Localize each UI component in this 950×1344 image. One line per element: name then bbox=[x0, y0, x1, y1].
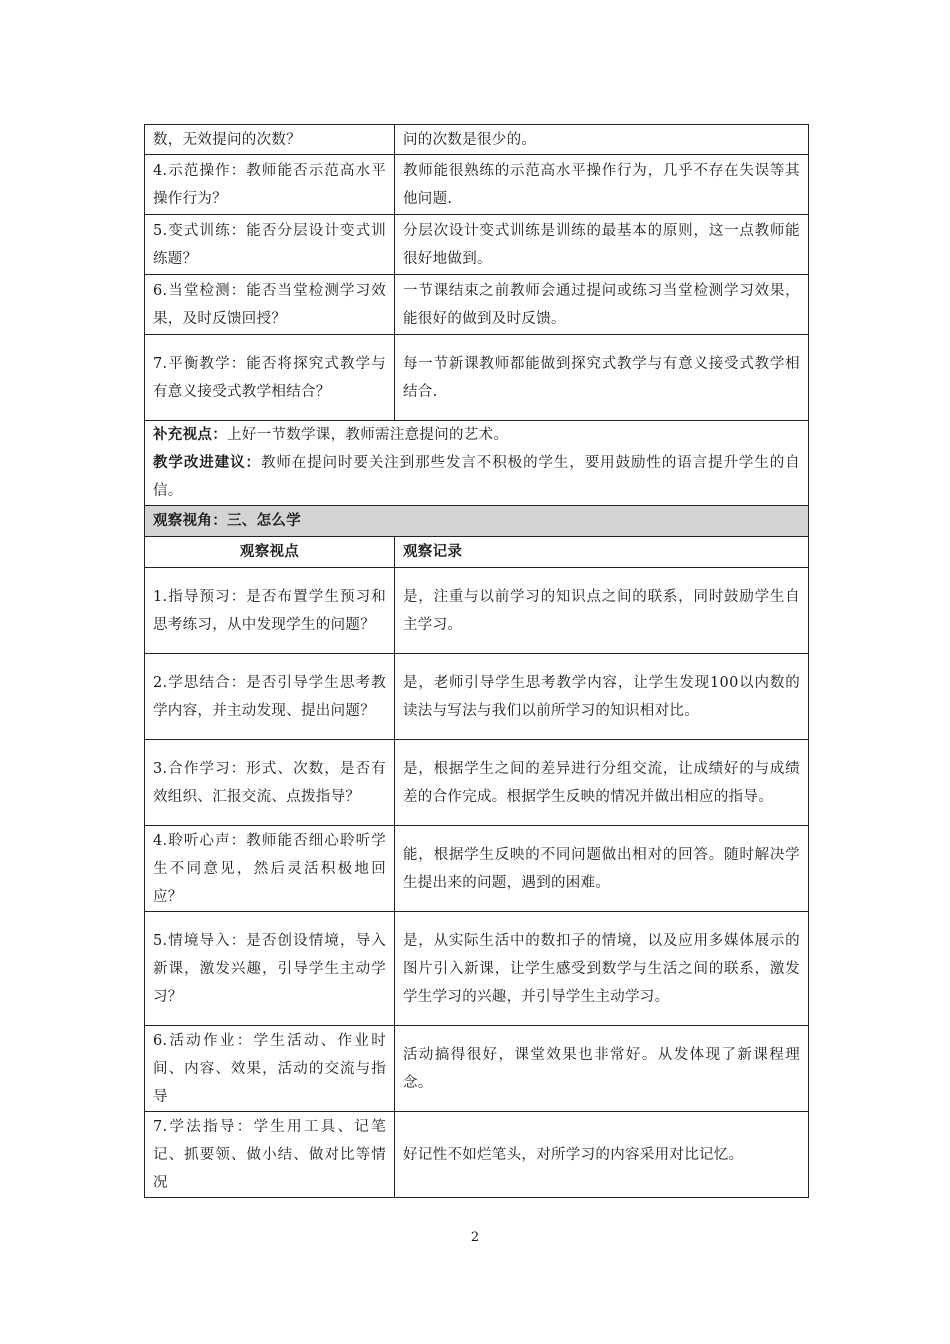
record-cell: 教师能很熟练的示范高水平操作行为，几乎不存在失误等其他问题. bbox=[395, 155, 809, 215]
suggestion-label: 教学改进建议： bbox=[153, 454, 261, 471]
column-header-row bbox=[145, 537, 809, 568]
point-cell: 5.变式训练：能否分层设计变式训练题？ bbox=[145, 215, 395, 275]
table-row bbox=[145, 125, 809, 155]
supplement-line bbox=[153, 421, 800, 449]
summary-row bbox=[145, 421, 809, 506]
suggestion-text: 教师在提问时要关注到那些发言不积极的学生，要用鼓励性的语言提升学生的自信。 bbox=[153, 455, 800, 499]
record-cell: 每一节新课教师都能做到探究式教学与有意义接受式教学相结合. bbox=[395, 335, 809, 421]
point-cell: 7.平衡教学：能否将探究式教学与有意义接受式教学相结合？ bbox=[145, 335, 395, 421]
supplement-label: 补充视点： bbox=[153, 426, 227, 443]
table-row bbox=[145, 740, 809, 826]
column-header-record: 观察记录 bbox=[395, 537, 809, 568]
record-cell: 好记性不如烂笔头，对所学习的内容采用对比记忆。 bbox=[395, 1112, 809, 1198]
section-title: 观察视角：三、怎么学 bbox=[145, 506, 809, 537]
point-cell: 数，无效提问的次数？ bbox=[145, 125, 395, 155]
record-cell: 能，根据学生反映的不同问题做出相对的回答。随时解决学生提出来的问题，遇到的困难。 bbox=[395, 826, 809, 912]
record-cell: 是，根据学生之间的差异进行分组交流，让成绩好的与成绩差的合作完成。根据学生反映的情况并做出相应的指导。 bbox=[395, 740, 809, 826]
column-header-point: 观察视点 bbox=[145, 537, 395, 568]
table-row bbox=[145, 1026, 809, 1112]
point-cell: 2.学思结合：是否引导学生思考教学内容，并主动发现、提出问题？ bbox=[145, 654, 395, 740]
point-cell: 5.情境导入：是否创设情境，导入新课，激发兴趣，引导学生主动学习？ bbox=[145, 912, 395, 1026]
point-cell: 3.合作学习：形式、次数，是否有效组织、汇报交流、点拨指导？ bbox=[145, 740, 395, 826]
observation-table bbox=[144, 124, 809, 1198]
point-cell: 1.指导预习：是否布置学生预习和思考练习，从中发现学生的问题？ bbox=[145, 568, 395, 654]
record-cell: 是，从实际生活中的数扣子的情境，以及应用多媒体展示的图片引入新课，让学生感受到数学与生活之间的联系，激发学生学习的兴趣，并引导学生主动学习。 bbox=[395, 912, 809, 1026]
record-cell: 分层次设计变式训练是训练的最基本的原则，这一点教师能很好地做到。 bbox=[395, 215, 809, 275]
suggestion-line bbox=[153, 449, 800, 505]
record-cell: 是，老师引导学生思考教学内容，让学生发现100以内数的读法与写法与我们以前所学习的知识相对比。 bbox=[395, 654, 809, 740]
table-row bbox=[145, 826, 809, 912]
table-row bbox=[145, 1112, 809, 1198]
record-cell: 一节课结束之前教师会通过提问或练习当堂检测学习效果，能很好的做到及时反馈。 bbox=[395, 275, 809, 335]
table-row bbox=[145, 568, 809, 654]
record-cell: 活动搞得很好，课堂效果也非常好。从发体现了新课程理念。 bbox=[395, 1026, 809, 1112]
point-cell: 6.当堂检测：能否当堂检测学习效果，及时反馈回授？ bbox=[145, 275, 395, 335]
table-row bbox=[145, 335, 809, 421]
point-cell: 7.学法指导：学生用工具、记笔记、抓要领、做小结、做对比等情况 bbox=[145, 1112, 395, 1198]
supplement-text: 上好一节数学课，教师需注意提问的艺术。 bbox=[227, 427, 509, 443]
record-cell: 问的次数是很少的。 bbox=[395, 125, 809, 155]
table-row bbox=[145, 654, 809, 740]
table-row bbox=[145, 275, 809, 335]
page-number: 2 bbox=[470, 1230, 480, 1245]
section-header-row bbox=[145, 506, 809, 537]
point-cell: 4.聆听心声：教师能否细心聆听学生不同意见，然后灵活积极地回应？ bbox=[145, 826, 395, 912]
record-cell: 是，注重与以前学习的知识点之间的联系，同时鼓励学生自主学习。 bbox=[395, 568, 809, 654]
table-row bbox=[145, 215, 809, 275]
point-cell: 6.活动作业：学生活动、作业时间、内容、效果，活动的交流与指导 bbox=[145, 1026, 395, 1112]
summary-cell bbox=[145, 421, 809, 506]
table-row bbox=[145, 155, 809, 215]
point-cell: 4.示范操作：教师能否示范高水平操作行为？ bbox=[145, 155, 395, 215]
table-row bbox=[145, 912, 809, 1026]
